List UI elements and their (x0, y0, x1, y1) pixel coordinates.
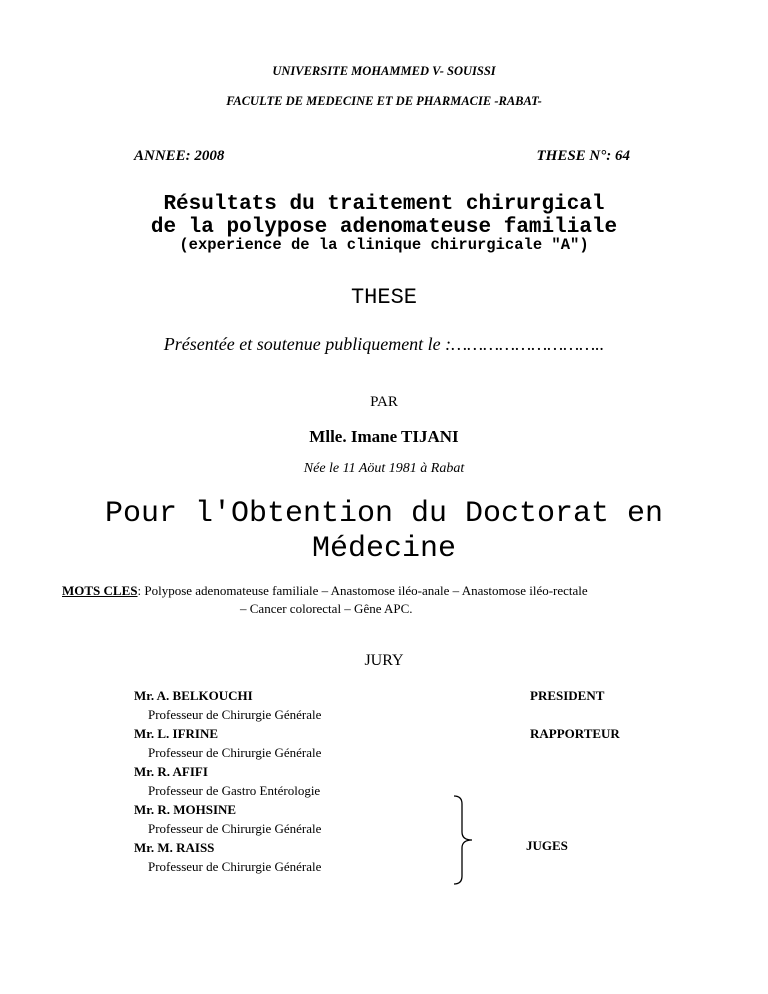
thesis-number: THESE N°: 64 (536, 148, 630, 164)
jury-member-role: Professeur de Gastro Entérologie (148, 783, 321, 798)
presentation-line: Présentée et soutenue publiquement le :……………………….. (163, 334, 605, 354)
jury-member-name: Mr. L. IFRINE (134, 726, 219, 741)
role-president: PRESIDENT (530, 688, 605, 703)
jury-member-role: Professeur de Chirurgie Générale (148, 859, 322, 874)
right-brace-icon (452, 794, 476, 886)
thesis-year: ANNEE: 2008 (134, 148, 225, 164)
birth-info: Née le 11 Aöut 1981 à Rabat (303, 461, 465, 476)
thesis-title-line-1: Résultats du traitement chirurgical (163, 193, 605, 216)
thesis-title-line-2: de la polypose adenomateuse familiale (150, 216, 618, 239)
role-rapporteur: RAPPORTEUR (530, 726, 620, 741)
jury-member-name: Mr. R. MOHSINE (134, 802, 237, 817)
thesis-subtitle: (experience de la clinique chirurgicale "A") (179, 236, 589, 254)
jury-title: JURY (364, 652, 404, 669)
par-label: PAR (370, 394, 398, 410)
jury-member-name: Mr. M. RAISS (134, 840, 215, 855)
keywords-block (62, 582, 722, 618)
jury-member-role: Professeur de Chirurgie Générale (148, 707, 322, 722)
role-juges: JUGES (526, 838, 568, 853)
keywords-line-2: – Cancer colorectal – Gêne APC. (240, 601, 413, 616)
degree-line-1: Pour l'Obtention du Doctorat en (104, 497, 664, 531)
author-name: Mlle. Imane TIJANI (309, 427, 459, 446)
jury-member-role: Professeur de Chirurgie Générale (148, 745, 322, 760)
keywords-line-1: : Polypose adenomateuse familiale – Anastomose iléo-anale – Anastomose iléo-rectale (137, 583, 588, 598)
university-name: UNIVERSITE MOHAMMED V- SOUISSI (272, 64, 496, 78)
keywords-label: MOTS CLES (62, 583, 138, 598)
jury-member-name: Mr. A. BELKOUCHI (134, 688, 253, 703)
these-label: THESE (350, 285, 417, 310)
faculty-name: FACULTE DE MEDECINE ET DE PHARMACIE -RABAT- (226, 94, 542, 108)
degree-line-2: Médecine (311, 532, 457, 566)
jury-member-name: Mr. R. AFIFI (134, 764, 208, 779)
jury-member-role: Professeur de Chirurgie Générale (148, 821, 322, 836)
